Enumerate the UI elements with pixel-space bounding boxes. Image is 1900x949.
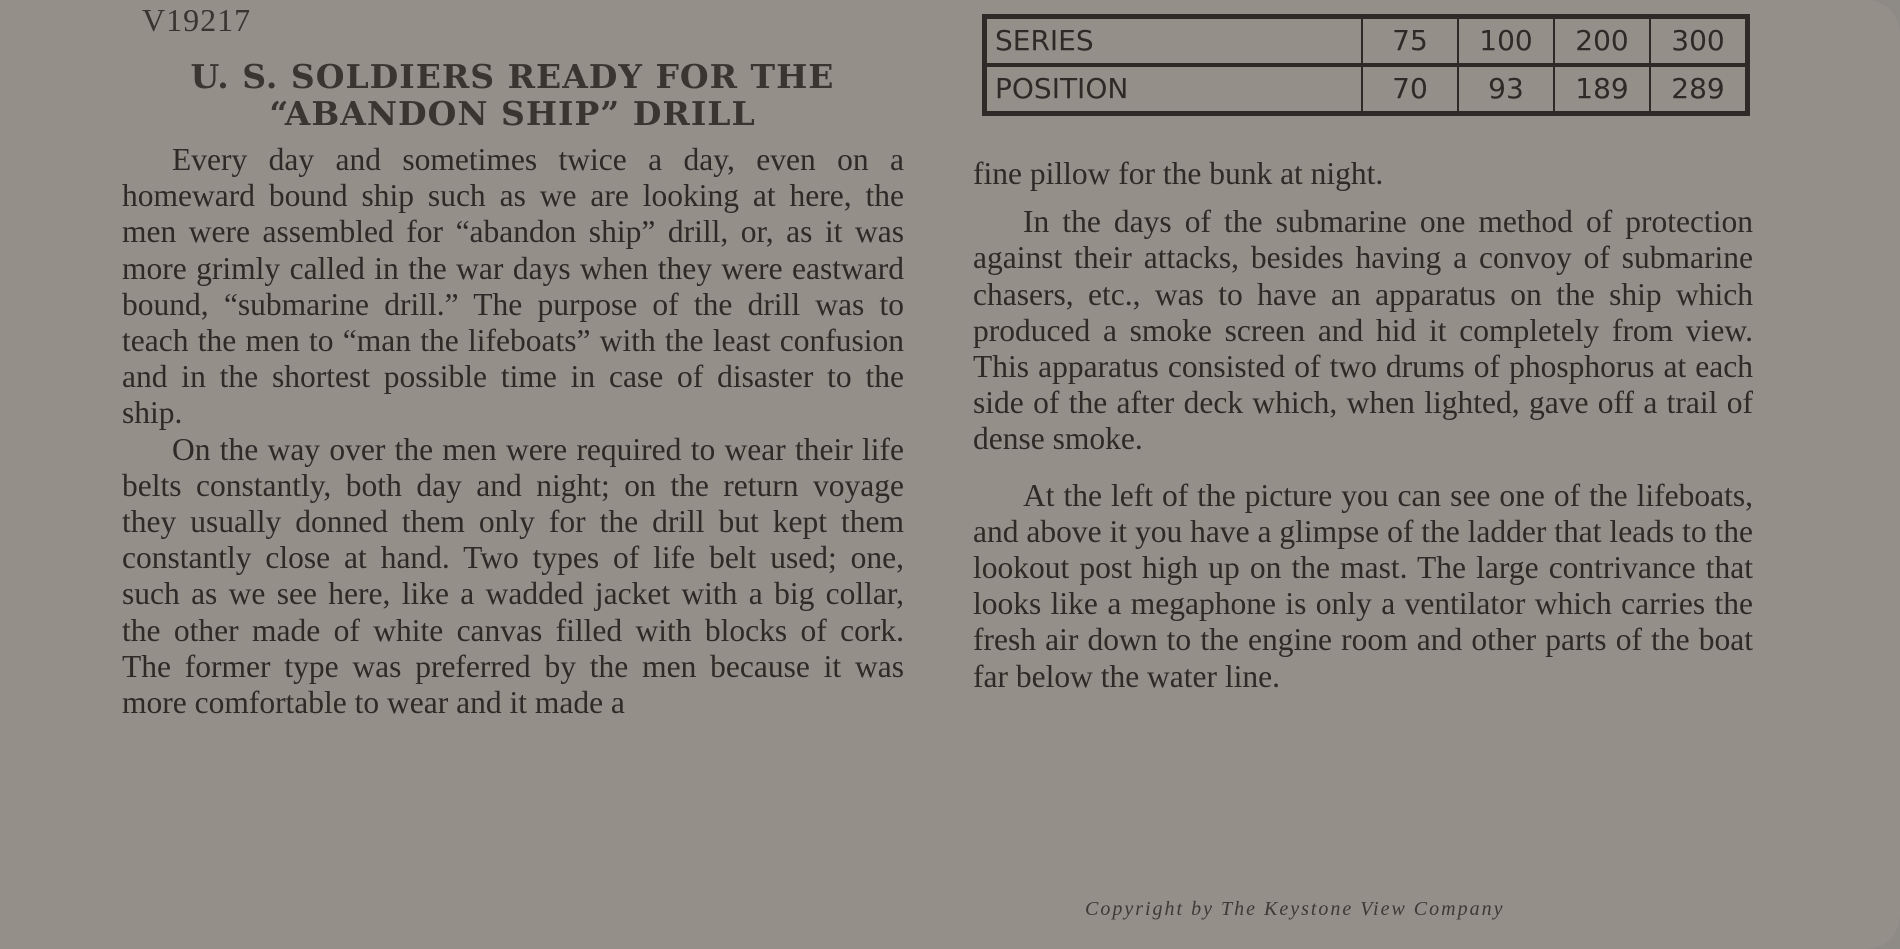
series-value: 200: [1554, 19, 1650, 65]
catalog-number: V19217: [142, 2, 252, 38]
position-value: 189: [1554, 65, 1650, 111]
series-row: [987, 19, 1745, 65]
series-value: 300: [1650, 19, 1745, 65]
paragraph: fine pillow for the bunk at night.: [973, 156, 1384, 191]
headline: [125, 58, 900, 132]
right-column: [973, 156, 1753, 695]
position-value: 70: [1362, 65, 1458, 111]
paragraph: Every day and sometimes twice a day, even on a homeward bound ship such as we are looking at here, the men were assembled for “abandon ship” drill, or, as it was more grimly called in the war days when they were eastward bound, “submarine drill.” The purpose of the drill was to teach the men to “man the lifeboats” with the least confusion and in the shortest possible time in case of disaster to the ship.: [122, 142, 904, 431]
series-label: SERIES: [987, 19, 1362, 65]
series-value: 100: [1458, 19, 1554, 65]
paragraph: At the left of the picture you can see one of the lifeboats, and above it you have a glimpse of the ladder that leads to the lookout post high up on the mast. The large contrivance that looks like a megaphone is only a ventilator which carries the fresh air down to the engine room and other parts of the boat far below the water line.: [973, 477, 1753, 694]
position-value: 289: [1650, 65, 1745, 111]
series-position-table: [982, 14, 1750, 116]
headline-line-1: U. S. SOLDIERS READY FOR THE: [190, 57, 835, 96]
position-value: 93: [1458, 65, 1554, 111]
left-column: [122, 142, 904, 721]
paragraph: In the days of the submarine one method of protection against their attacks, besides having a convoy of submarine chasers, etc., was to have an apparatus on the ship which produced a smoke screen and hid it completely from view. This apparatus consisted of two drums of phosphorus at each side of the after deck which, when lighted, gave off a trail of dense smoke.: [973, 204, 1753, 457]
position-label: POSITION: [995, 72, 1129, 105]
position-row: [987, 65, 1745, 111]
headline-line-2: “ABANDON SHIP” DRILL: [269, 94, 756, 133]
series-value: 75: [1362, 19, 1458, 65]
paragraph: On the way over the men were required to wear their life belts constantly, both day and night; on the return voyage they usually donned them only for the drill but kept them constantly close at hand. Two types of life belt used; one, such as we see here, like a wadded jacket with a big collar, the other made of white canvas filled with blocks of cork. The former type was preferred by the men because it was more comfortable to wear and it made a: [122, 431, 904, 721]
copyright-notice: Copyright by The Keystone View Company: [1085, 898, 1505, 920]
